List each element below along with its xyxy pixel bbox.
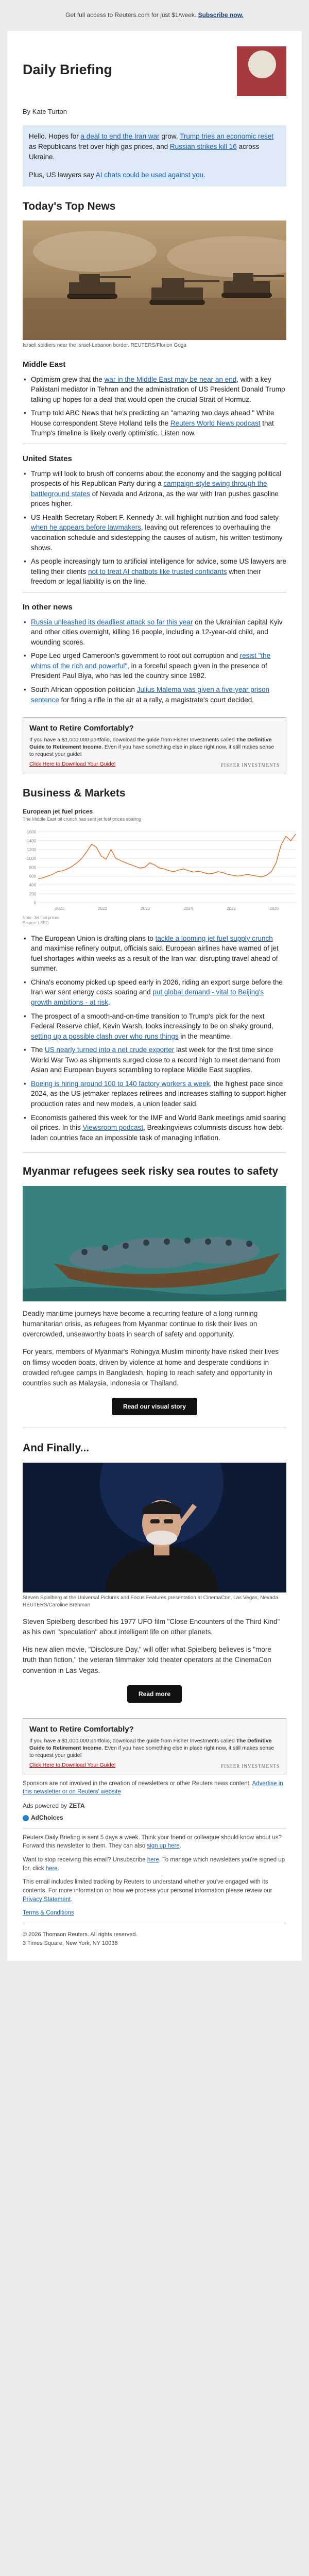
chart-title: European jet fuel prices	[23, 808, 93, 816]
unsubscribe-info: Want to stop receiving this email? Unsubscribe here. To manage which newsletters you're signed up for, click here.	[23, 1857, 285, 1872]
list-item	[23, 1079, 286, 1109]
other-news-list	[23, 617, 286, 705]
item-text: China's economy picked up speed early in 2026, riding an export surge before the Iran war sent energy costs soaring and	[31, 978, 283, 996]
read-more-button[interactable]: Read more	[127, 1685, 182, 1703]
y-tick-label: 200	[29, 891, 36, 896]
chart-subtitle: The Middle East oil crunch has sent jet fuel prices soaring	[23, 817, 142, 822]
list-item	[23, 977, 286, 1008]
list-item	[23, 685, 286, 705]
item-text: for firing a rifle in the air at a rally, a magistrate's court decided.	[59, 696, 254, 704]
advertise-link[interactable]: Advertise in this newsletter or on Reuters' website	[23, 1780, 283, 1795]
item-text: last week for the first time since World War Two as shipments surged close to a record high to meet demand from Asian and European buyers scrambling to replace Middle East supplies.	[31, 1046, 281, 1074]
y-tick-label: 1600	[27, 829, 36, 835]
item-text: , in a forceful speech given in the presence of President Paul Biya, who has led the country since 1982.	[31, 662, 267, 680]
ad-download-link[interactable]: Click Here to Download Your Guide!	[29, 1762, 116, 1769]
ads-powered	[23, 1802, 286, 1810]
briefing-text: Reuters Daily Briefing is sent 5 days a week. Think your friend or colleague should know about us? Forward this newsletter to them. They can also	[23, 1834, 282, 1850]
item-text: , with a key Pakistani mediator in Tehran and the administration of US President Donald Trump talking up hopes for a deal that would open the crucial Strait of Hormuz.	[31, 375, 285, 403]
ad-body	[29, 736, 280, 758]
banner-text: Get full access to Reuters.com for just $1/week.	[65, 11, 197, 19]
adchoices[interactable]	[23, 1814, 286, 1822]
intro-text: as Republicans fret over high gas prices, and	[29, 143, 170, 151]
copyright: © 2026 Thomson Reuters. All rights reserved.	[23, 1931, 138, 1938]
fisher-ad-2[interactable]	[23, 1718, 286, 1774]
ad-body	[29, 1737, 280, 1759]
boeing-link[interactable]: Boeing is hiring around 100 to 140 factory workers a week	[31, 1079, 210, 1088]
myanmar-title: Myanmar refugees seek risky sea routes to safety	[23, 1165, 279, 1178]
item-text: The European Union is drafting plans to	[31, 934, 156, 942]
fisher-logo: FISHER INVESTMENTS	[221, 762, 280, 768]
russia-attack-link[interactable]: Russia unleashed its deadliest attack so far this year	[31, 618, 193, 626]
reuters-logo	[237, 46, 286, 96]
myanmar-paragraph-2: For years, members of Myanmar's Rohingya Muslim minority have risked their lives on flimsy wooden boats, driven by violence at home and desperate conditions in crowded refugee camps in Bangladesh, hoping to reach safety and opportunity in countries such as Malaysia, Indonesia or Thailand.	[23, 1348, 279, 1387]
y-tick-label: 800	[29, 865, 36, 870]
jet-fuel-link[interactable]: tackle a looming jet fuel supply crunch	[155, 934, 273, 942]
terms-link[interactable]: Terms & Conditions	[23, 1910, 74, 1917]
item-text: and maximise refinery output, officials said. European airlines have warned of jet fuel shortages within weeks as a result of the Iran war, disrupting travel ahead of summer.	[31, 944, 279, 973]
middle-east-list	[23, 375, 286, 438]
footer-info	[23, 1834, 286, 1918]
subscribe-link[interactable]: Subscribe now.	[198, 11, 244, 19]
list-item	[23, 556, 286, 587]
malema-link[interactable]: Julius Malema was given a five-year prison sentence	[31, 685, 269, 704]
iran-deal-link[interactable]: a deal to end the Iran war	[80, 132, 160, 140]
finally-paragraph-2: His new alien movie, "Disclosure Day," will offer what Spielberg believes is "more truth than fiction," the veteran filmmaker told theater operators at the CinemaCon convention in Las Vegas.	[23, 1646, 271, 1674]
sponsor-notice	[23, 1780, 286, 1823]
x-tick-label: 2025	[227, 906, 236, 911]
other-news-heading: In other news	[23, 602, 73, 612]
refugee-boat-photo[interactable]	[23, 1186, 286, 1301]
list-item	[23, 934, 286, 974]
masthead	[23, 41, 286, 96]
unsubscribe-link[interactable]: here	[147, 1857, 159, 1863]
list-item	[23, 408, 286, 438]
unsubscribe-text: . To manage which newsletters you're signed up for, click	[23, 1857, 285, 1872]
x-tick-label: 2021	[55, 906, 64, 911]
ad-title: Want to Retire Comfortably?	[29, 1724, 134, 1734]
item-text: Trump will look to brush off concerns about the economy and the sagging political prospects of his Republican Party during a	[31, 469, 282, 488]
item-text: Economists gathered this week for the IMF and World Bank meetings amid soaring oil prices. In this	[31, 1113, 286, 1132]
top-news-heading: Today's Top News	[23, 200, 116, 212]
address: 3 Times Square, New York, NY 10036	[23, 1940, 118, 1946]
spielberg-image	[23, 1463, 286, 1592]
subscription-banner	[0, 0, 309, 31]
item-text: on the Ukrainian capital Kyiv and other cities overnight, killing 16 people, including a 12-year-old child, and wounding scores.	[31, 618, 283, 646]
list-item	[23, 1011, 286, 1042]
bottom-spacer	[0, 1961, 309, 1981]
item-text: As people increasingly turn to artificial intelligence for advice, some US lawyers are telling their clients	[31, 557, 286, 575]
intro-box	[23, 125, 286, 187]
russian-strikes-link[interactable]: Russian strikes kill 16	[169, 143, 237, 151]
intro-text: Hello. Hopes for	[29, 132, 81, 140]
israeli-soldiers-photo[interactable]	[23, 221, 286, 340]
spielberg-photo[interactable]	[23, 1463, 286, 1592]
x-tick-label: 2023	[141, 906, 150, 911]
business-heading: Business & Markets	[23, 787, 126, 799]
item-text: US Health Secretary Robert F. Kennedy Jr. will highlight nutrition and food safety	[31, 513, 279, 521]
item-text: The prospect of a smooth-and-on-time transition to Trump's pick for the next Federal Reserve chief, Kevin Warsh, looks increasingly to be on shaky ground,	[31, 1012, 273, 1030]
list-item	[23, 617, 286, 648]
y-tick-label: 1000	[27, 856, 36, 861]
item-text: .	[108, 998, 110, 1006]
sponsor-text	[23, 1780, 286, 1797]
ai-confidants-link[interactable]: not to treat AI chatbots like trusted confidants	[88, 567, 227, 575]
byline: By Kate Turton	[23, 108, 67, 115]
jet-fuel-chart[interactable]	[23, 807, 286, 926]
item-text: Optimism grew that the	[31, 375, 105, 383]
x-tick-label: 2024	[183, 906, 193, 911]
intro-text: grow,	[159, 132, 180, 140]
terms	[23, 1909, 286, 1918]
ad-download-link[interactable]: Click Here to Download Your Guide!	[29, 761, 116, 768]
y-tick-label: 1400	[27, 838, 36, 843]
ai-chats-link[interactable]: AI chats could be used against you.	[95, 171, 205, 179]
campaign-swing-link[interactable]: campaign-style swing through the battleground states	[31, 480, 267, 498]
ad-guide-name: The Definitive Guide to Retirement Income	[29, 1737, 272, 1751]
ad-title: Want to Retire Comfortably?	[29, 724, 134, 733]
fed-clash-link[interactable]: setting up a possible clash over who runs things	[31, 1032, 179, 1040]
x-tick-label: 2026	[269, 906, 279, 911]
ad-text: If you have a $1,000,000 portfolio, download the guide from Fisher Investments called	[29, 736, 236, 743]
list-item	[23, 651, 286, 681]
copyright-block	[23, 1930, 286, 1947]
ad-text: . Even if you have something else in place right now, it still makes sense to request your guide!	[29, 744, 274, 758]
united-states-list	[23, 469, 286, 587]
tracking-info: This email includes limited tracking by Reuters to understand whether you've engaged with its contents. For more information on how we process your personal information please review our Privacy Statement.	[23, 1879, 272, 1903]
pope-leo-link[interactable]: resist "the whims of the rich and powerful"	[31, 652, 271, 670]
item-text: that Trump's timeline is likely overly optimistic. Listen now.	[31, 419, 274, 437]
item-text: Pope Leo urged Cameroon's government to root out corruption and	[31, 652, 240, 660]
list-item	[23, 1113, 286, 1143]
finally-heading: And Finally...	[23, 1442, 90, 1454]
item-text: South African opposition politician	[31, 685, 137, 693]
china-demand-link[interactable]: put global demand - vital to Beijing's growth ambitions - at risk	[31, 988, 264, 1006]
intro-text: Plus, US lawyers say	[29, 171, 96, 179]
intro-paragraph-2	[29, 170, 280, 180]
divider	[23, 1152, 286, 1153]
finally-paragraph-1: Steven Spielberg described his 1977 UFO film "Close Encounters of the Third Kind" as his own "speculation" about intelligent life on other planets.	[23, 1617, 280, 1636]
united-states-heading: United States	[23, 454, 72, 463]
myanmar-paragraph-1: Deadly maritime journeys have become a recurring feature of a long-running humanitarian crisis, as refugees from Myanmar continue to risk their lives on overcrowded, unseaworthy boats in search of safety and opportunity.	[23, 1309, 258, 1338]
item-text: in the meantime.	[178, 1032, 232, 1040]
y-tick-label: 600	[29, 874, 36, 879]
fisher-ad-1[interactable]	[23, 717, 286, 773]
sponsor-body: Sponsors are not involved in the creation of newsletters or other Reuters news content.	[23, 1780, 252, 1787]
zeta-logo[interactable]: ZETA	[69, 1802, 85, 1809]
economic-reset-link[interactable]: Trump tries an economic reset	[180, 132, 274, 140]
adchoices-label: AdChoices	[31, 1814, 63, 1822]
item-text: of Nevada and Arizona, as the war with Iran pushes gasoline prices higher.	[31, 489, 279, 508]
adchoices-icon	[23, 1815, 29, 1821]
privacy-link[interactable]: Privacy Statement	[23, 1896, 71, 1903]
list-item	[23, 513, 286, 553]
business-list	[23, 934, 286, 1143]
newsletter-card	[7, 31, 302, 1961]
middle-east-heading: Middle East	[23, 360, 66, 369]
ads-powered-label: Ads powered by	[23, 1802, 67, 1809]
war-end-link[interactable]: war in the Middle East may be near an end	[104, 375, 237, 383]
finally-caption: Steven Spielberg at the Universal Pictures and Focus Features presentation at CinemaCon, Las Vegas, Nevada. REUTERS/Caroline Brehman	[23, 1595, 280, 1608]
chart-notes: Note: Jet fuel prices Source: LSEG	[23, 915, 59, 926]
item-text: , Breakingviews columnists discuss how debt-laden countries face an impossible task of managing inflation.	[31, 1124, 284, 1142]
item-text: , the highest pace since 2024, as the US jetmaker replaces retirees and increases staffing to support higher production rates and new models, a union leader said.	[31, 1079, 286, 1108]
item-text: when their freedom or legal liability is on the line.	[31, 567, 261, 586]
sign-up-link[interactable]: sign up here	[147, 1843, 180, 1850]
item-text: The	[31, 1046, 45, 1054]
crude-exporter-link[interactable]: US nearly turned into a net crude exporter	[45, 1046, 175, 1054]
item-text: Trump told ABC News that he's predicting an "amazing two days ahead." White House correspondent Steve Holland tells the	[31, 409, 274, 427]
list-item	[23, 1045, 286, 1075]
list-item	[23, 375, 286, 405]
top-news-caption: Israeli soldiers near the Israel-Lebanon border. REUTERS/Florion Goga	[23, 343, 186, 349]
manage-newsletters-link[interactable]: here	[45, 1865, 58, 1872]
briefing-info: Reuters Daily Briefing is sent 5 days a week. Think your friend or colleague should know about us? Forward this newsletter to them. They can also sign up here.	[23, 1834, 282, 1850]
ad-text: If you have a $1,000,000 portfolio, download the guide from Fisher Investments called	[29, 1737, 236, 1744]
item-text: , leaving out references to overhauling the vaccination schedule and sidestepping the causes of autism, his written testimony shows.	[31, 523, 283, 552]
tracking-text: This email includes limited tracking by Reuters to understand whether you've engaged with its contents. For more information on how we process your personal information please review our	[23, 1879, 272, 1894]
newsletter-title: Daily Briefing	[23, 62, 113, 77]
fisher-logo: FISHER INVESTMENTS	[221, 1763, 280, 1769]
ad-text: . Even if you have something else in place right now, it still makes sense to request your guide!	[29, 1744, 274, 1759]
intro-text: across Ukraine.	[29, 143, 260, 161]
podcast-link[interactable]: Reuters World News podcast	[170, 419, 261, 427]
tanks-image	[23, 221, 286, 340]
intro-paragraph-1	[29, 131, 280, 163]
visual-story-button[interactable]: Read our visual story	[112, 1398, 197, 1415]
viewsroom-link[interactable]: Viewsroom podcast	[82, 1124, 144, 1132]
y-tick-label: 1200	[27, 847, 36, 852]
y-tick-label: 400	[29, 883, 36, 888]
y-tick-label: 0	[33, 900, 36, 905]
lawmakers-link[interactable]: when he appears before lawmakers	[31, 523, 141, 532]
unsubscribe-text: Want to stop receiving this email? Unsubscribe	[23, 1857, 147, 1863]
chart-svg	[23, 824, 301, 912]
boat-image	[23, 1186, 286, 1301]
ad-guide-name: The Definitive Guide to Retirement Income	[29, 736, 272, 751]
list-item	[23, 469, 286, 509]
x-tick-label: 2022	[98, 906, 107, 911]
